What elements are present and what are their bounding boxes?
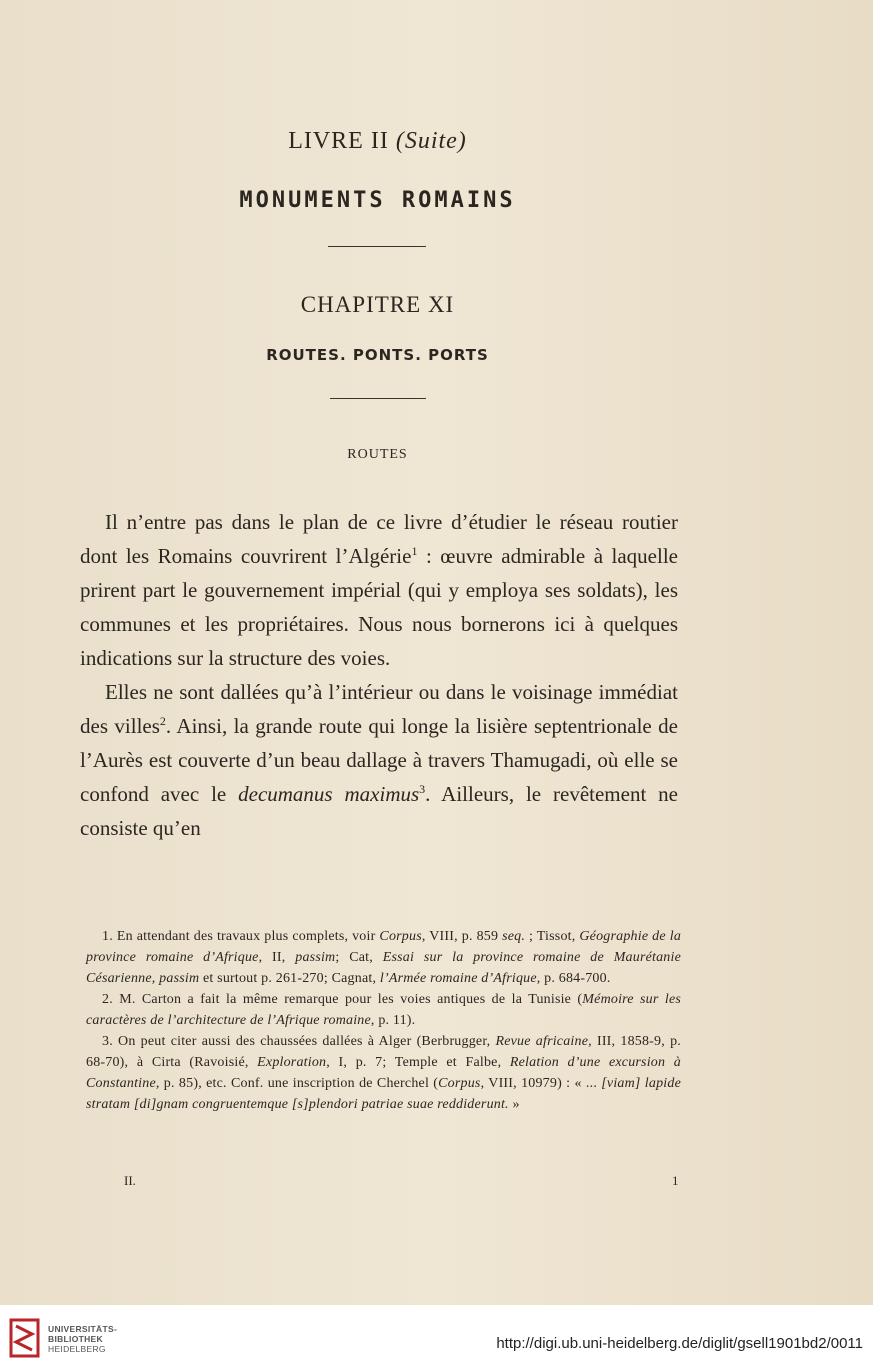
paragraph: Il n’entre pas dans le plan de ce livre d’étudier le réseau routier dont les Romains couvrirent l’Algérie$^1$ : œuvre admirable à laquelle prirent part le gouvernement impérial (qui y employa ses soldats), les communes et les propriétaires. Nous nous bornerons ici à quelques indications sur la structure des voies. (80, 510, 678, 670)
footnotes (86, 926, 681, 1115)
footnote-ref[interactable]: 1 (411, 544, 418, 558)
body-text (80, 505, 678, 845)
signature-mark: II. (124, 1173, 136, 1188)
footnote-ref[interactable]: 3 (419, 782, 426, 796)
permalink-url[interactable]: http://digi.ub.uni-heidelberg.de/diglit/gsell1901bd2/0011 (496, 1335, 863, 1352)
footnote-1: 1. En attendant des travaux plus complets, voir Corpus, VIII, p. 859 seq. ; Tissot, Géographie de la province romaine d’Afrique, II, passim; Cat, Essai sur la province romaine de Maurétanie Césarienne, passim et surtout p. 261-270; Cagnat, l’Armée romaine d’Afrique, p. 684-700. (86, 929, 682, 986)
footnote-3: 3. On peut citer aussi des chaussées dallées à Alger (Berbrugger, Revue africaine, III, 1858-9, p. 68-70), à Cirta (Ravoisié, Exploration, I, p. 7; Temple et Falbe, Relation d’une excursion à Constantine, p. 85), etc. Conf. une inscription de Cherchel (Corpus, VIII, 10979) : « ... [viam] lapide stratam [di]gnam congruentemque [s]plendori patriae suae reddiderunt. » (86, 1034, 681, 1112)
subsection-heading: ROUTES (347, 447, 408, 462)
book-part-title: LIVRE II (Suite) (288, 128, 467, 154)
section-title: MONUMENTS ROMAINS (239, 188, 516, 213)
paragraph: Elles ne sont dallées qu’à l’intérieur ou dans le voisinage immédiat des villes$^2$. Ainsi, la grande route qui longe la lisière septentrionale de l’Aurès est couverte d’un beau dallage à travers Thamugadi, où elle se confond avec le decumanus maximus$^3$. Ailleurs, le revêtement ne consiste qu’en (80, 680, 679, 840)
signature-number: 1 (672, 1173, 679, 1188)
library-logo-text: UNIVERSITÄTS- BIBLIOTHEK HEIDELBERG (48, 1324, 118, 1354)
footnote-2: 2. M. Carton a fait la même remarque pour les voies antiques de la Tunisie (Mémoire sur les caractères de l’architecture de l’Afrique romaine, p. 11). (86, 992, 682, 1028)
chapter-subtitle: ROUTES. PONTS. PORTS (266, 346, 489, 364)
divider-rule (328, 246, 426, 247)
divider-rule (330, 398, 426, 399)
footnote-ref[interactable]: 2 (159, 714, 166, 728)
library-logo-icon (8, 1316, 42, 1360)
chapter-title: CHAPITRE XI (300, 292, 455, 317)
